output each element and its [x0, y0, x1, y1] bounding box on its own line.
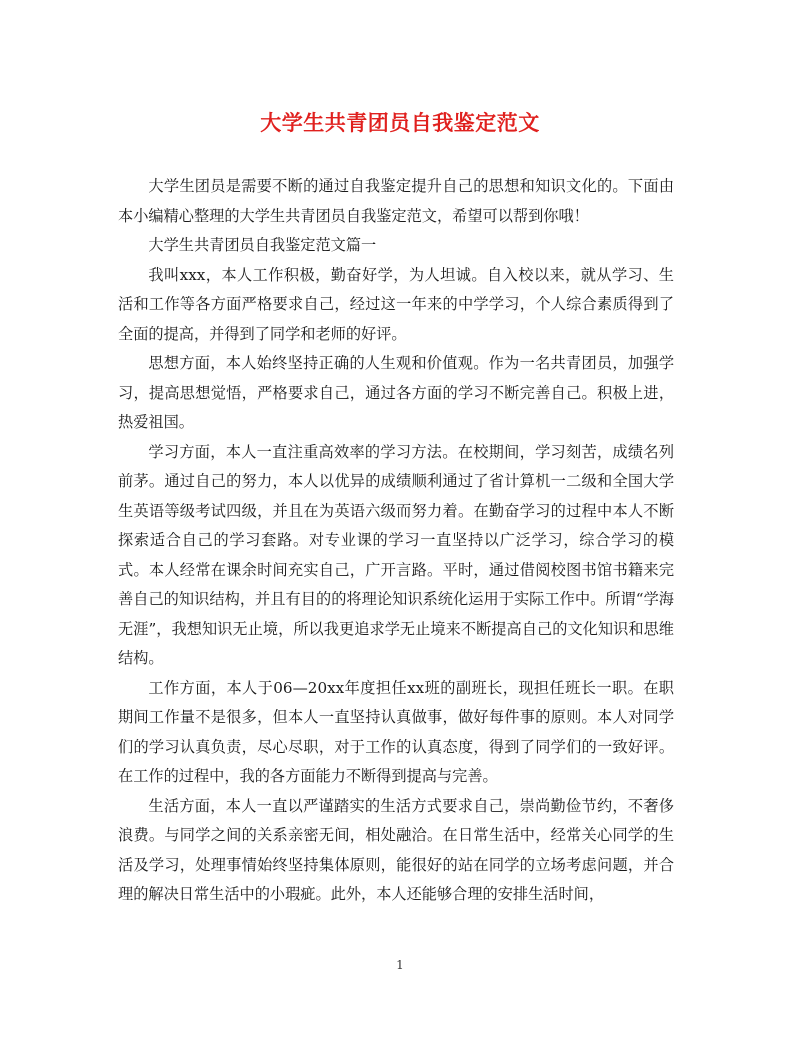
paragraph-intro: 大学生团员是需要不断的通过自我鉴定提升自己的思想和知识文化的。下面由本小编精心整理的大学生共青团员自我鉴定范文，希望可以帮到你哦！ — [118, 177, 674, 225]
paragraph-self-intro: 我叫xxx，本人工作积极，勤奋好学，为人坦诚。自入校以来，就从学习、生活和工作等各方面严格要求自己，经过这一年来的中学学习，个人综合素质得到了全面的提高，并得到了同学和老师的好评。 — [118, 265, 674, 343]
paragraph-subheading: 大学生共青团员自我鉴定范文篇一 — [148, 236, 377, 254]
page-number: 1 — [396, 958, 404, 972]
document-title: 大学生共青团员自我鉴定范文 — [260, 110, 540, 135]
paragraph-life: 生活方面，本人一直以严谨踏实的生活方式要求自己，崇尚勤俭节约，不奢侈浪费。与同学之间的关系亲密无间，相处融洽。在日常生活中，经常关心同学的生活及学习，处理事情始终坚持集体原则，能很好的站在同学的立场考虑问题，并合理的解决日常生活中的小瑕疵。此外，本人还能够合理的安排生活时间， — [118, 796, 674, 903]
paragraph-thought: 思想方面，本人始终坚持正确的人生观和价值观。作为一名共青团员，加强学习，提高思想觉悟，严格要求自己，通过各方面的学习不断完善自己。积极上进，热爱祖国。 — [118, 354, 674, 431]
paragraph-work: 工作方面，本人于06—20xx年度担任xx班的副班长，现担任班长一职。在职期间工作量不是很多，但本人一直坚持认真做事，做好每件事的原则。本人对同学们的学习认真负责，尽心尽职，对于工作的认真态度，得到了同学们的一致好评。在工作的过程中，我的各方面能力不断得到提高与完善。 — [118, 678, 674, 785]
document-body — [118, 172, 674, 910]
paragraph-study: 学习方面，本人一直注重高效率的学习方法。在校期间，学习刻苦，成绩名列前茅。通过自己的努力，本人以优异的成绩顺利通过了省计算机一二级和全国大学生英语等级考试四级，并且在为英语六级而努力着。在勤奋学习的过程中本人不断探索适合自己的学习套路。对专业课的学习一直坚持以广泛学习，综合学习的模式。本人经常在课余时间充实自己，广开言路。平时，通过借阅校图书馆书籍来完善自己的知识结构，并且有目的的将理论知识系统化运用于实际工作中。所谓“学海无涯”，我想知识无止境，所以我更追求学无止境来不断提高自己的文化知识和思维结构。 — [118, 442, 674, 667]
